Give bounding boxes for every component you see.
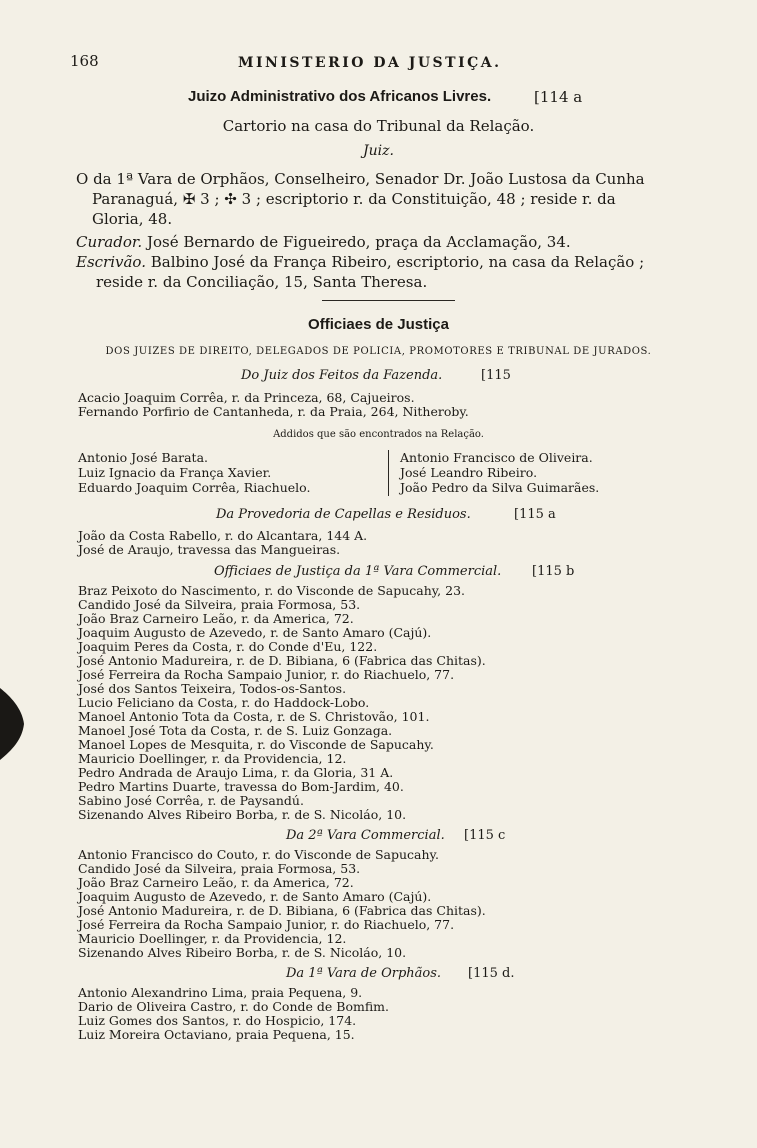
curador-line xyxy=(76,233,571,251)
orphaos-entry: Luiz Moreira Octaviano, praia Pequena, 15. xyxy=(78,1027,355,1042)
vara1-entry: Sabino José Corrêa, r. de Paysandú. xyxy=(78,793,304,808)
officiaes-title: Officiaes de Justiça xyxy=(308,316,449,333)
vara1-entry: Manoel Lopes de Mesquita, r. do Visconde de Sapucahy. xyxy=(78,737,434,752)
vara2-entry: Sizenando Alves Ribeiro Borba, r. de S. Nicoláo, 10. xyxy=(78,945,407,960)
curador-label: Curador. xyxy=(76,233,143,251)
feitos-ref: [115 xyxy=(481,368,511,383)
addidos-left-entry: Eduardo Joaquim Corrêa, Riachuelo. xyxy=(78,480,311,495)
vara1-entry: Pedro Martins Duarte, travessa do Bom-Jardim, 40. xyxy=(78,779,404,794)
vara1-entry: José Antonio Madureira, r. de D. Bibiana, 6 (Fabrica das Chitas). xyxy=(78,653,486,668)
vara1-ref: [115 b xyxy=(532,564,575,579)
juiz-line-2: Paranaguá, ✠ 3 ; ✣ 3 ; escriptorio r. da Constituição, 48 ; reside r. da xyxy=(92,190,616,208)
court-title: Juizo Administrativo dos Africanos Livres. xyxy=(188,88,492,105)
addidos-right-entry: José Leandro Ribeiro. xyxy=(400,465,538,480)
vara1-entry: José Ferreira da Rocha Sampaio Junior, r. do Riachuelo, 77. xyxy=(78,667,455,682)
addidos-right-entry: Antonio Francisco de Oliveira. xyxy=(400,450,593,465)
cartorio-line: Cartorio na casa do Tribunal da Relação. xyxy=(222,117,535,135)
escrivao-line-1 xyxy=(76,253,644,271)
vara1-entry: Manoel José Tota da Costa, r. de S. Luiz Gonzaga. xyxy=(78,723,393,738)
orphaos-entry: Luiz Gomes dos Santos, r. do Hospicio, 174. xyxy=(78,1013,357,1028)
addidos-right-entry: João Pedro da Silva Guimarães. xyxy=(400,480,600,495)
vara1-entry: Pedro Andrada de Araujo Lima, r. da Gloria, 31 A. xyxy=(78,765,394,780)
orphaos-heading: Da 1ª Vara de Orphãos. xyxy=(286,966,442,981)
vara2-heading: Da 2ª Vara Commercial. xyxy=(286,828,445,843)
section-divider xyxy=(322,300,455,301)
escrivao-label: Escrivão. xyxy=(76,253,146,271)
vara1-entry: João Braz Carneiro Leão, r. da America, 72. xyxy=(78,611,354,626)
ministry-title: MINISTERIO DA JUSTIÇA. xyxy=(238,55,502,71)
escrivao-line-2: reside r. da Conciliação, 15, Santa Theresa. xyxy=(96,273,428,291)
provedoria-ref: [115 a xyxy=(514,507,556,522)
feitos-entry: Fernando Porfirio de Cantanheda, r. da Praia, 264, Nitheroby. xyxy=(78,404,469,419)
page-number: 168 xyxy=(70,52,99,70)
vara2-entry: Antonio Francisco do Couto, r. do Visconde de Sapucahy. xyxy=(78,847,439,862)
juiz-line-3: Gloria, 48. xyxy=(92,210,173,228)
court-ref: [114 a xyxy=(534,88,583,106)
escrivao-text: Balbino José da França Ribeiro, escriptorio, na casa da Relação ; xyxy=(150,253,645,271)
vara2-entry: Joaquim Augusto de Azevedo, r. de Santo Amaro (Cajú). xyxy=(78,889,432,904)
addidos-heading: Addidos que são encontrados na Relação. xyxy=(273,429,484,440)
provedoria-heading: Da Provedoria de Capellas e Residuos. xyxy=(216,507,471,522)
addidos-left-entry: Luiz Ignacio da França Xavier. xyxy=(78,465,272,480)
vara2-ref: [115 c xyxy=(464,828,506,843)
juiz-line-1: O da 1ª Vara de Orphãos, Conselheiro, Senador Dr. João Lustosa da Cunha xyxy=(76,170,645,188)
vara1-entry: Candido José da Silveira, praia Formosa, 53. xyxy=(78,597,361,612)
vara1-entry: Sizenando Alves Ribeiro Borba, r. de S. Nicoláo, 10. xyxy=(78,807,407,822)
vara1-entry: Joaquim Peres da Costa, r. do Conde d'Eu, 122. xyxy=(78,639,378,654)
vara1-entry: José dos Santos Teixeira, Todos-os-Santos. xyxy=(78,681,347,696)
column-divider xyxy=(388,450,389,496)
vara2-entry: Candido José da Silveira, praia Formosa, 53. xyxy=(78,861,361,876)
officiaes-subtitle: DOS JUIZES DE DIREITO, DELEGADOS DE POLICIA, PROMOTORES E TRIBUNAL DE JURADOS. xyxy=(105,346,652,357)
vara1-entry: Joaquim Augusto de Azevedo, r. de Santo Amaro (Cajú). xyxy=(78,625,432,640)
provedoria-entry: José de Araujo, travessa das Mangueiras. xyxy=(78,542,341,557)
curador-text: José Bernardo de Figueiredo, praça da Acclamação, 34. xyxy=(146,233,571,251)
addidos-left-entry: Antonio José Barata. xyxy=(78,450,209,465)
feitos-heading: Do Juiz dos Feitos da Fazenda. xyxy=(241,368,443,383)
vara1-heading: Officiaes de Justiça da 1ª Vara Commercial. xyxy=(214,564,502,579)
vara1-entry: Lucio Feliciano da Costa, r. do Haddock-Lobo. xyxy=(78,695,370,710)
orphaos-ref: [115 d. xyxy=(468,966,515,981)
vara2-entry: João Braz Carneiro Leão, r. da America, 72. xyxy=(78,875,354,890)
feitos-entry: Acacio Joaquim Corrêa, r. da Princeza, 68, Cajueiros. xyxy=(78,390,415,405)
vara1-entry: Manoel Antonio Tota da Costa, r. de S. Christovão, 101. xyxy=(78,709,430,724)
juiz-heading: Juiz. xyxy=(363,143,394,159)
orphaos-entry: Antonio Alexandrino Lima, praia Pequena, 9. xyxy=(78,985,363,1000)
vara2-entry: José Antonio Madureira, r. de D. Bibiana, 6 (Fabrica das Chitas). xyxy=(78,903,486,918)
ink-blot-mark xyxy=(0,688,26,760)
vara2-entry: Mauricio Doellinger, r. da Providencia, 12. xyxy=(78,931,347,946)
vara2-entry: José Ferreira da Rocha Sampaio Junior, r. do Riachuelo, 77. xyxy=(78,917,455,932)
provedoria-entry: João da Costa Rabello, r. do Alcantara, 144 A. xyxy=(78,528,368,543)
vara1-entry: Mauricio Doellinger, r. da Providencia, 12. xyxy=(78,751,347,766)
orphaos-entry: Dario de Oliveira Castro, r. do Conde de Bomfim. xyxy=(78,999,389,1014)
vara1-entry: Braz Peixoto do Nascimento, r. do Visconde de Sapucahy, 23. xyxy=(78,583,466,598)
